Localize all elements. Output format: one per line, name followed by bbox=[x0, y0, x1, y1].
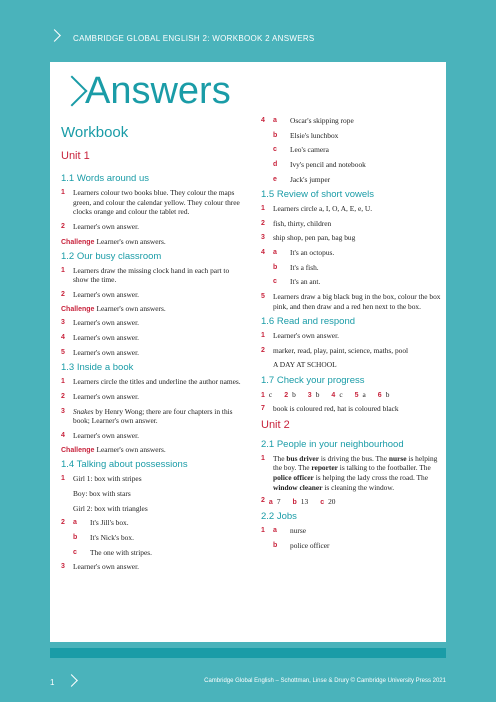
section-heading: 1.6 Read and respond bbox=[261, 316, 356, 328]
section-heading: 1.5 Review of short vowels bbox=[261, 189, 374, 201]
copyright-credit: Cambridge Global English – Schottman, Linse & Drury © Cambridge University Press 2021 bbox=[204, 678, 446, 684]
challenge-answer: Challenge Learner's own answers. bbox=[61, 445, 166, 455]
section-heading: 1.3 Inside a book bbox=[61, 362, 134, 374]
answer-item: 3 Snakes by Henry Wong; there are four chapters in this book; Learner's own answer. bbox=[61, 406, 233, 426]
answer-item: c Leo's camera bbox=[273, 145, 329, 155]
answer-item: 2 Learner's own answer. bbox=[61, 221, 139, 231]
bottom-accent-bar bbox=[50, 648, 446, 658]
answer-item: b It's a fish. bbox=[273, 262, 319, 272]
answer-item: 2 marker, read, play, paint, science, maths, pool bbox=[261, 345, 409, 355]
answer-item: Girl 2: box with triangles bbox=[73, 503, 148, 513]
answer-item: 1 a nurse bbox=[261, 526, 307, 536]
answer-item: 1 Learners colour two books blue. They colour the maps green, and colour the calendar yellow. They colour three clocks orange and colour the tablet red. bbox=[61, 188, 240, 217]
answer-item: 2 fish, thirty, children bbox=[261, 218, 332, 228]
chevron-right-icon bbox=[65, 674, 78, 687]
answer-item: b It's Nick's box. bbox=[73, 532, 134, 542]
answer-item: 1 The bus driver is driving the bus. The nurse is helping the boy. The reporter is talking to the footballer. The police officer is helping the lady cross the road. The window cleaner is cleaning the window. bbox=[261, 453, 438, 492]
answer-item: 4 Learner's own answer. bbox=[61, 430, 139, 440]
page-title: Answers bbox=[85, 70, 231, 112]
answer-item: e Jack's jumper bbox=[273, 174, 331, 184]
footer bbox=[0, 662, 496, 702]
answer-item: 1 Girl 1: box with stripes bbox=[61, 474, 142, 484]
answer-item: 7 book is coloured red, hat is coloured black bbox=[261, 404, 399, 413]
answer-item: 2 Learner's own answer. bbox=[61, 289, 139, 299]
answer-item: c The one with stripes. bbox=[73, 547, 152, 557]
section-heading: 2.2 Jobs bbox=[261, 511, 297, 523]
answer-item: b police officer bbox=[273, 540, 330, 550]
section-heading: 2.1 People in your neighbourhood bbox=[261, 438, 404, 450]
answer-item: 3 Learner's own answer. bbox=[61, 318, 139, 328]
unit-2-heading: Unit 2 bbox=[261, 418, 290, 431]
answer-page bbox=[50, 62, 446, 642]
answer-item: d Ivy's pencil and notebook bbox=[273, 159, 366, 169]
header-title: CAMBRIDGE GLOBAL ENGLISH 2: WORKBOOK 2 ANSWERS bbox=[73, 34, 315, 43]
right-column bbox=[261, 116, 441, 555]
section-heading: 1.1 Words around us bbox=[61, 173, 150, 184]
chevron-right-icon bbox=[56, 75, 87, 106]
section-heading: 1.4 Talking about possessions bbox=[61, 459, 188, 471]
page-number: 1 bbox=[50, 678, 55, 687]
left-column bbox=[61, 124, 244, 577]
challenge-answer: Challenge Learner's own answers. bbox=[61, 236, 166, 246]
answer-item: 4 Learner's own answer. bbox=[61, 333, 139, 342]
answer-item: 5 Learner's own answer. bbox=[61, 347, 139, 357]
section-heading: 1.7 Check your progress bbox=[261, 375, 365, 386]
answer-item: c It's an ant. bbox=[273, 277, 321, 287]
answer-item: 4 a It's an octopus. bbox=[261, 248, 335, 257]
answer-item: 3 ship shop, pen pan, bag bug bbox=[261, 233, 356, 243]
answer-item: 1 Learner's own answer. bbox=[261, 331, 339, 341]
answer-row: 2 a 7 b 13 c 20 bbox=[261, 497, 336, 507]
challenge-answer: Challenge Learner's own answers. bbox=[61, 304, 166, 314]
answer-item: b Elsie's lunchbox bbox=[273, 130, 339, 140]
answer-item: 4 a Oscar's skipping rope bbox=[261, 116, 354, 125]
answer-item: 3 Learner's own answer. bbox=[61, 562, 139, 572]
answer-row: 1 c 2 b 3 b 4 c 5 a 6 b bbox=[261, 390, 390, 399]
answer-item: Boy: box with stars bbox=[73, 489, 131, 498]
answer-item: 5 Learners draw a big black bug in the box, colour the box pink, and then draw and a red hen next to the box. bbox=[261, 291, 441, 311]
top-banner bbox=[0, 0, 496, 62]
answer-item: 1 Learners draw the missing clock hand in each part to show the time. bbox=[61, 265, 230, 285]
workbook-heading: Workbook bbox=[61, 124, 129, 141]
unit-1-heading: Unit 1 bbox=[61, 150, 90, 162]
answer-item: A DAY AT SCHOOL bbox=[273, 360, 337, 370]
answer-item: 2 Learner's own answer. bbox=[61, 391, 139, 401]
answer-item: 1 Learners circle the titles and underline the author names. bbox=[61, 377, 241, 387]
chevron-right-icon bbox=[48, 29, 61, 42]
section-heading: 1.2 Our busy classroom bbox=[61, 250, 162, 262]
answer-item: 2 a It's Jill's box. bbox=[61, 518, 129, 528]
answer-item: 1 Learners circle a, I, O, A, E, e, U. bbox=[261, 204, 373, 214]
